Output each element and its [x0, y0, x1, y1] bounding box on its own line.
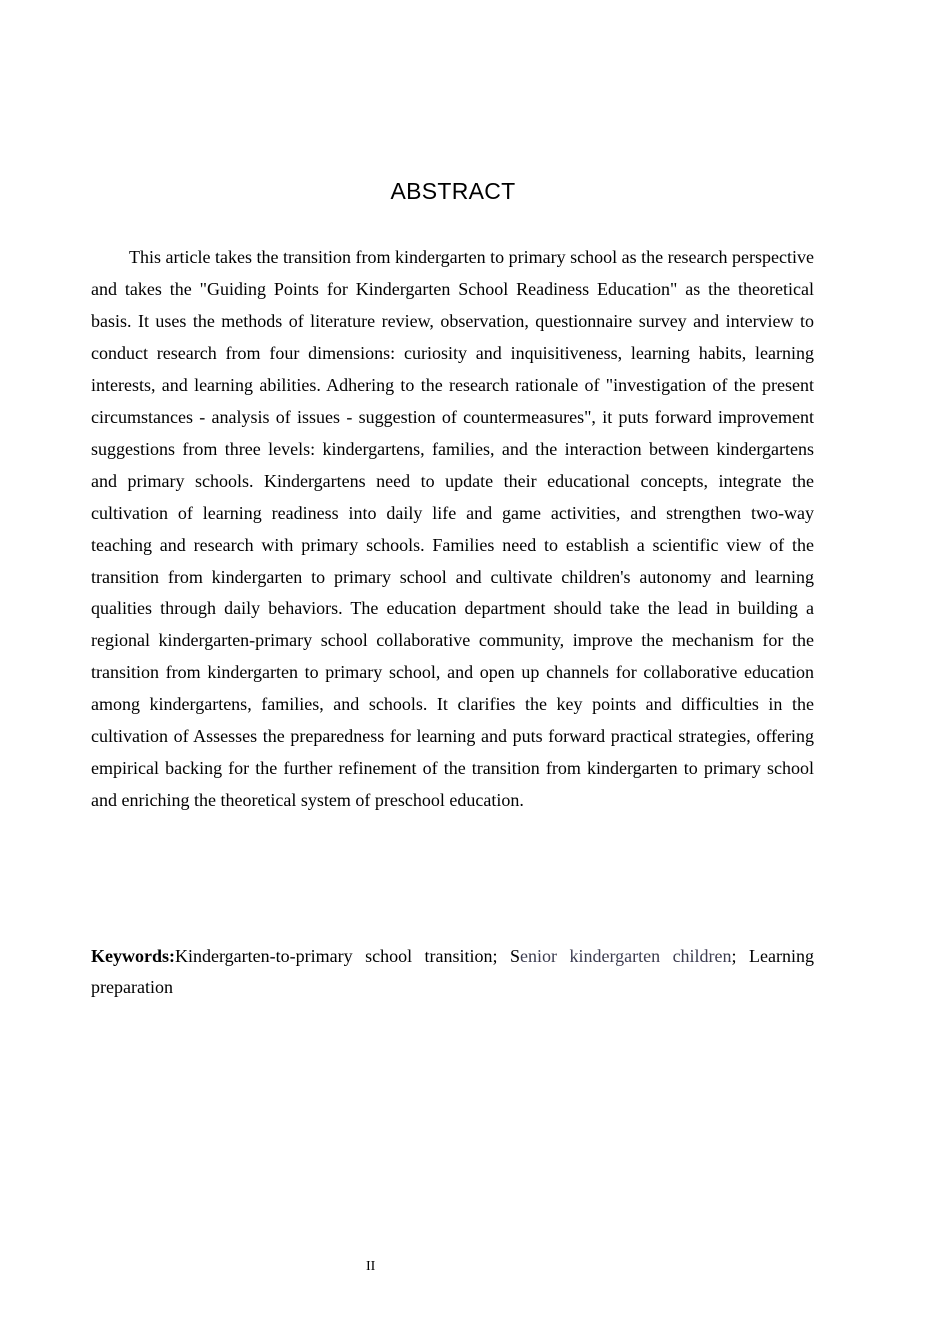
keyword-3: ; Learning preparation: [91, 946, 814, 997]
abstract-title: ABSTRACT: [390, 178, 516, 204]
abstract-body: This article takes the transition from kindergarten to primary school as the research perspective and takes the "Guiding Points for Kindergarten School Readiness Education" as the theoretical basis. It uses the methods of literature review, observation, questionnaire survey and interview to conduct research from four dimensions: curiosity and inquisitiveness, learning habits, learning interests, and learning abilities. Adhering to the research rationale of "investigation of the present circumstances - analysis of issues - suggestion of countermeasures", it puts forward improvement suggestions from three levels: kindergartens, families, and the interaction between kindergartens and primary schools. Kindergartens need to update their educational concepts, integrate the cultivation of learning readiness into daily life and game activities, and strengthen two-way teaching and research with primary schools. Families need to establish a scientific view of the transition from kindergarten to primary school and cultivate children's autonomy and learning qualities through daily behaviors. The education department should take the lead in building a regional kindergarten-primary school collaborative community, improve the mechanism for the transition from kindergarten to primary school, and open up channels for collaborative education among kindergartens, families, and schools. It clarifies the key points and difficulties in the cultivation of Assesses the preparedness for learning and puts forward practical strategies, offering empirical backing for the further refinement of the transition from kindergarten to primary school and enriching the theoretical system of preschool education.: [91, 247, 814, 811]
page-number: II: [366, 1259, 376, 1274]
keywords-label: Keywords:: [91, 946, 175, 966]
keyword-1: Kindergarten-to-primary school transition; S: [175, 946, 521, 966]
keywords-line: [91, 941, 814, 1003]
keyword-2: enior kindergarten children: [520, 946, 732, 966]
